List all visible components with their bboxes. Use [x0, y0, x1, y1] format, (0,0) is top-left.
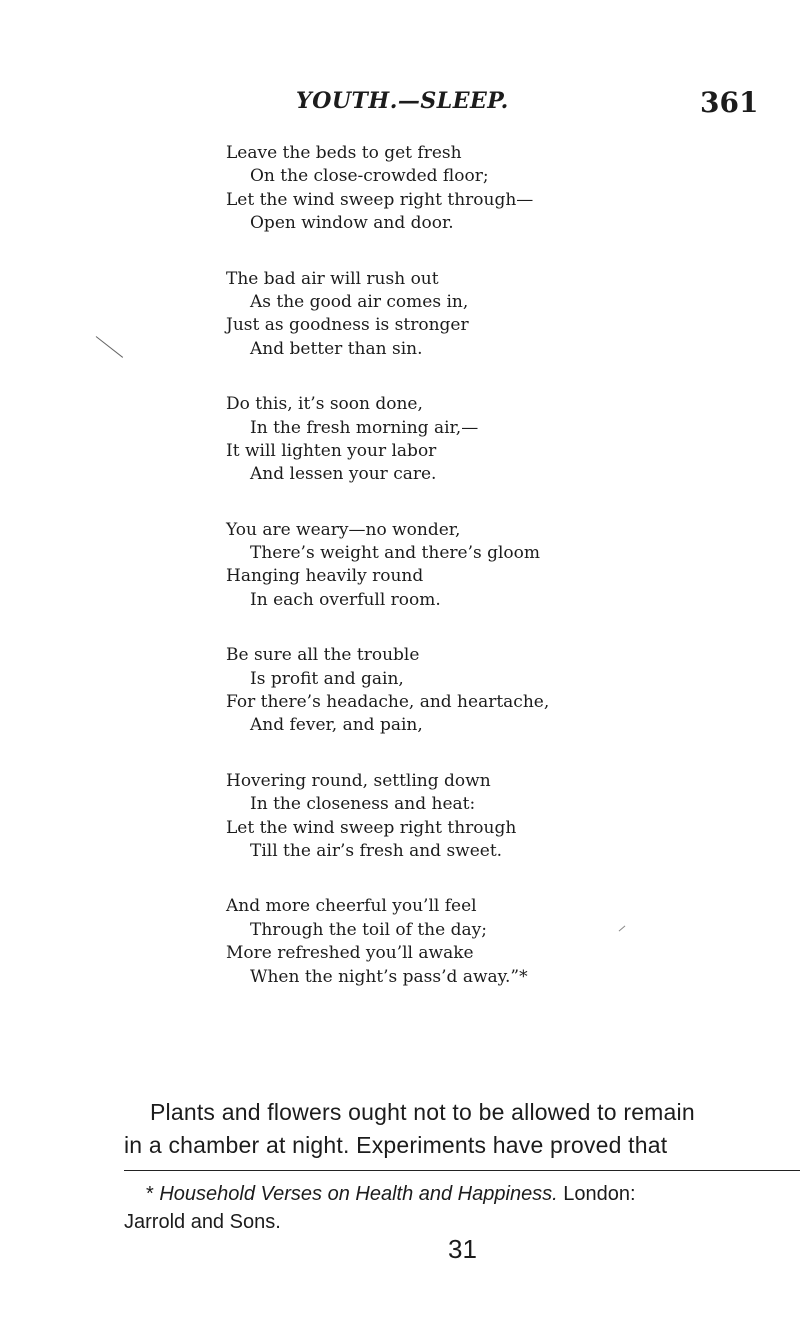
- running-head: YOUTH.—SLEEP.: [296, 88, 509, 114]
- footnote: [124, 1180, 794, 1236]
- poem-line: Do this, it’s soon done,: [226, 394, 423, 415]
- footnote-line: Jarrold and Sons.: [124, 1211, 281, 1233]
- stanza: [226, 268, 549, 362]
- poem-line: And more cheerful you’ll feel: [226, 896, 477, 917]
- pencil-tick: [619, 926, 626, 932]
- poem-line: On the close-crowded floor;: [250, 166, 489, 187]
- stanza: [226, 644, 549, 738]
- poem-line: Hanging heavily round: [226, 566, 424, 587]
- poem: [226, 142, 549, 1021]
- poem-line: When the night’s pass’d away.”*: [250, 966, 528, 987]
- footnote-marker: *: [146, 1183, 160, 1205]
- stanza: [226, 770, 549, 864]
- poem-line: Leave the beds to get fresh: [226, 143, 462, 163]
- poem-line: In the fresh morning air,—: [250, 417, 479, 438]
- poem-line: You are weary—no wonder,: [226, 519, 461, 540]
- footnote-rule: [124, 1170, 800, 1171]
- poem-line: The bad air will rush out: [226, 268, 439, 289]
- stanza: [226, 393, 549, 487]
- poem-line: Be sure all the trouble: [226, 645, 420, 666]
- poem-line: More refreshed you’ll awake: [226, 943, 474, 964]
- footnote-publisher-city: London:: [557, 1183, 636, 1205]
- poem-line: Open window and door.: [250, 213, 454, 234]
- poem-line: In each overfull room.: [250, 589, 441, 610]
- stanza: [226, 895, 549, 989]
- poem-line: And better than sin.: [250, 338, 423, 359]
- poem-line: Hovering round, settling down: [226, 770, 491, 791]
- poem-line: Let the wind sweep right through: [226, 817, 517, 838]
- poem-line: As the good air comes in,: [250, 291, 469, 312]
- page-number: 361: [700, 86, 759, 119]
- poem-line: Is profit and gain,: [250, 668, 404, 689]
- poem-line: And fever, and pain,: [250, 715, 423, 736]
- footnote-line: [124, 1180, 794, 1208]
- poem-line: There’s weight and there’s gloom: [250, 543, 541, 564]
- poem-line: Just as goodness is stronger: [226, 315, 469, 336]
- poem-line: In the closeness and heat:: [250, 794, 476, 815]
- poem-line: For there’s headache, and heartache,: [226, 692, 550, 713]
- poem-line: It will lighten your labor: [226, 440, 437, 461]
- prose-line: in a chamber at night. Experiments have proved that: [124, 1132, 668, 1158]
- stanza: [226, 519, 549, 613]
- stanza: [226, 142, 549, 236]
- poem-line: Let the wind sweep right through—: [226, 189, 534, 210]
- poem-line: Through the toil of the day;: [250, 919, 487, 940]
- poem-line: Till the air’s fresh and sweet.: [250, 840, 503, 861]
- pencil-mark: [96, 336, 123, 358]
- poem-line: And lessen your care.: [250, 464, 437, 485]
- footnote-title: Household Verses on Health and Happiness.: [159, 1183, 558, 1205]
- signature-mark: 31: [448, 1234, 477, 1264]
- prose-line: Plants and flowers ought not to be allowed to remain: [150, 1099, 695, 1125]
- prose-paragraph: [124, 1096, 784, 1162]
